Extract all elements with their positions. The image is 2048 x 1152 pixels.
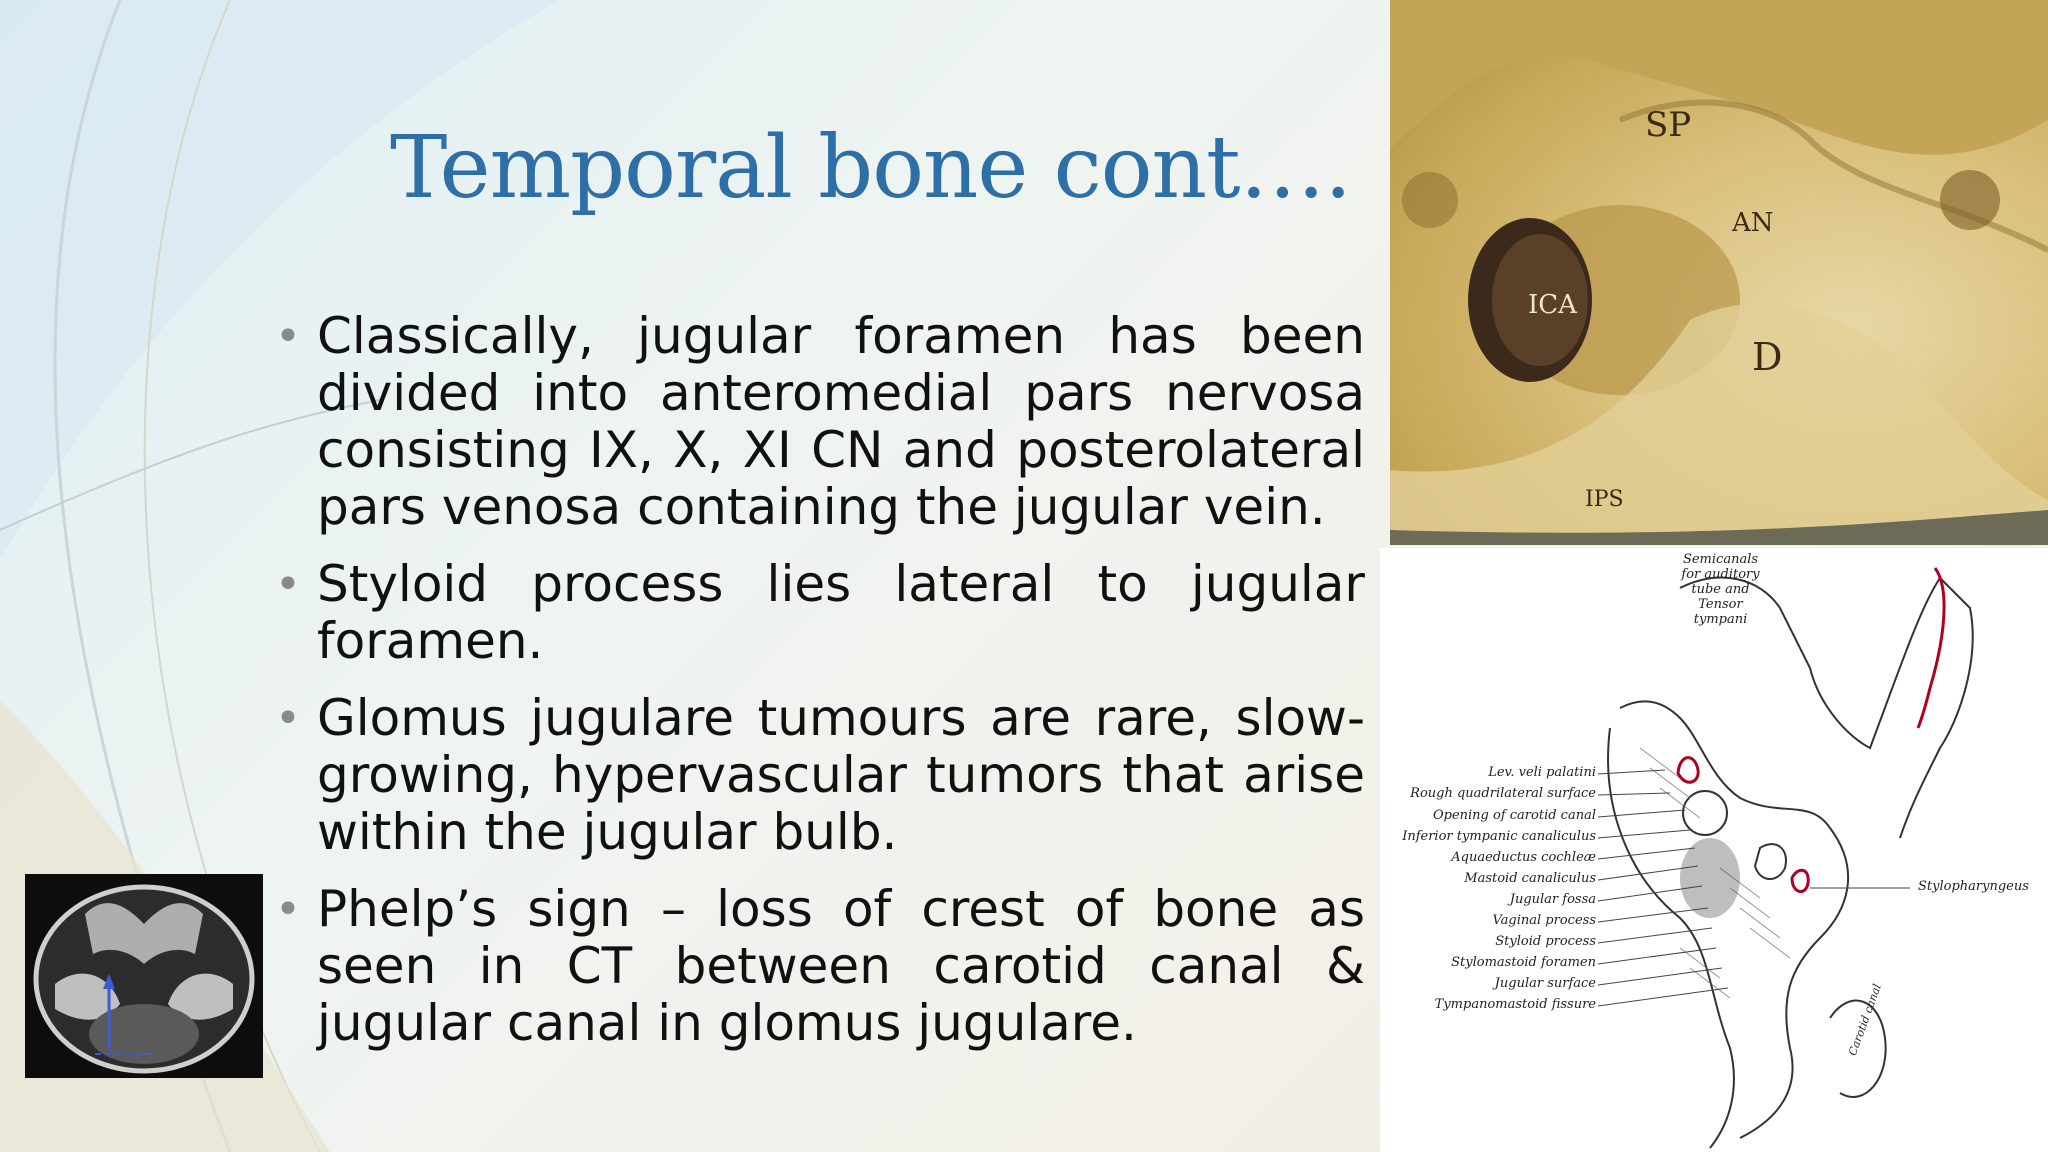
diagram-label-right: Stylopharyngeus bbox=[1918, 879, 2029, 894]
diagram-label: Mastoid canaliculus bbox=[1464, 871, 1596, 886]
diagram-label: Opening of carotid canal bbox=[1432, 808, 1596, 823]
diagram-label: Tympanomastoid fissure bbox=[1434, 997, 1596, 1012]
label-ica: ICA bbox=[1528, 290, 1577, 320]
diagram-label: Inferior tympanic canaliculus bbox=[1402, 829, 1596, 844]
bullet-item: • Styloid process lies lateral to jugular foramen. bbox=[275, 556, 1365, 670]
diagram-label-inside: Carotid canal bbox=[1846, 982, 1884, 1058]
diagram-label: Jugular surface bbox=[1494, 976, 1596, 991]
bullet-list bbox=[275, 308, 1365, 1072]
bullet-item: • Phelp’s sign – loss of crest of bone as seen in CT between carotid canal & jugular canal in glomus jugulare. bbox=[275, 881, 1365, 1052]
diagram-label: Stylomastoid foramen bbox=[1451, 955, 1596, 970]
diagram-top-note: Semicanals for auditory tube and Tensor tympani bbox=[1681, 552, 1760, 627]
bone-photo-drawing bbox=[1390, 0, 2048, 545]
label-d: D bbox=[1752, 335, 1783, 379]
ct-scan-drawing bbox=[25, 874, 263, 1078]
diagram-label: Aquaeductus cochleæ bbox=[1451, 850, 1596, 865]
diagram-label: Vaginal process bbox=[1492, 913, 1596, 928]
diagram-label: Lev. veli palatini bbox=[1488, 765, 1596, 780]
diagram-label: Styloid process bbox=[1495, 934, 1596, 949]
label-ips: IPS bbox=[1585, 487, 1624, 512]
ct-scan-thumbnail bbox=[25, 874, 263, 1078]
skull-base-photo bbox=[1390, 0, 2048, 545]
bullet-item: • Glomus jugulare tumours are rare, slow-growing, hypervascular tumors that arise within the jugular bulb. bbox=[275, 690, 1365, 861]
slide-title: Temporal bone cont…. bbox=[390, 118, 1351, 218]
bullet-item: • Classically, jugular foramen has been divided into anteromedial pars nervosa consisting IX, X, XI CN and posterolateral pars venosa containing the jugular vein. bbox=[275, 308, 1365, 536]
label-an: AN bbox=[1732, 208, 1774, 238]
diagram-label: Rough quadrilateral surface bbox=[1410, 786, 1596, 801]
label-sp: SP bbox=[1645, 105, 1692, 145]
diagram-label: Jugular fossa bbox=[1509, 892, 1596, 907]
temporal-bone-diagram bbox=[1380, 548, 2048, 1152]
